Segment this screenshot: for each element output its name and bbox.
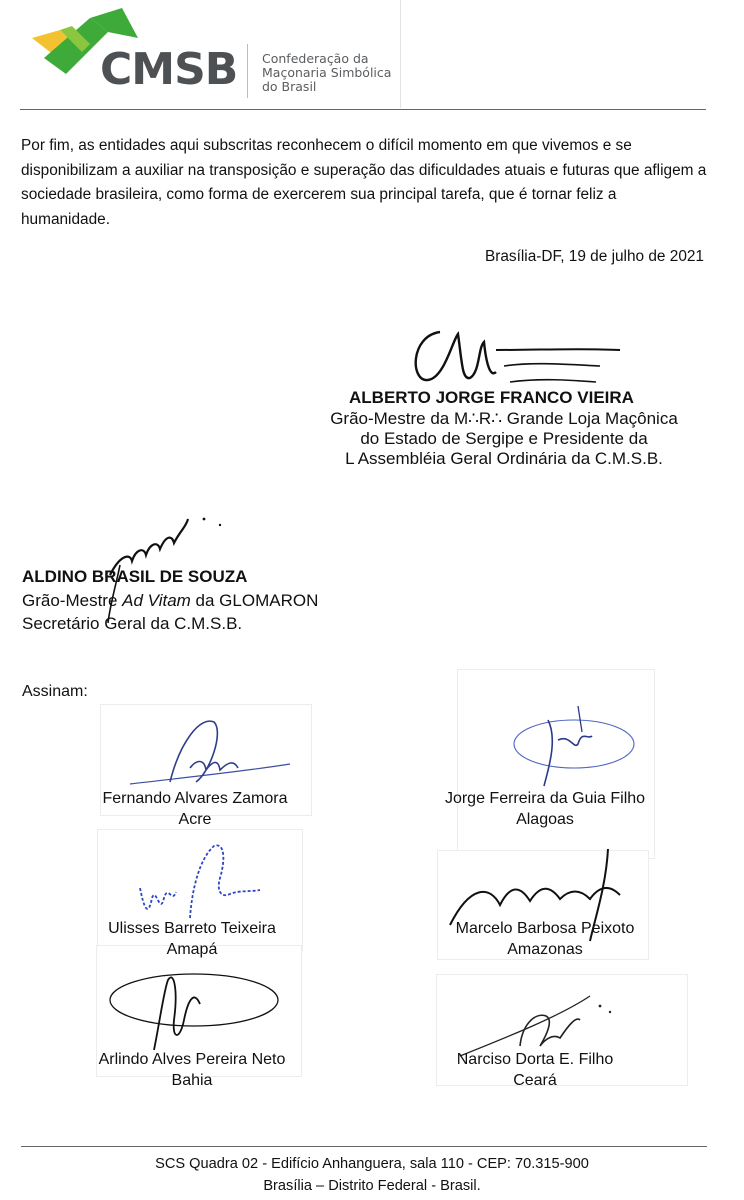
signer-name: Narciso Dorta E. Filho <box>456 1051 614 1068</box>
signer-name: Arlindo Alves Pereira Neto <box>98 1051 286 1068</box>
president-title <box>300 409 708 469</box>
signer-state: Amapá <box>166 941 218 958</box>
footer-address <box>0 1153 744 1197</box>
signer-name: Marcelo Barbosa Peixoto <box>455 920 635 937</box>
signer-state: Amazonas <box>507 941 583 958</box>
logo-subtitle <box>262 52 391 94</box>
logo-subtitle-line: do Brasil <box>262 79 317 94</box>
signer-name: Jorge Ferreira da Guia Filho <box>444 790 646 807</box>
signer-name: Ulisses Barreto Teixeira <box>108 920 276 937</box>
secretary-title-italic: Ad Vitam <box>122 591 191 610</box>
signer-state: Alagoas <box>516 811 574 828</box>
signer-state: Bahia <box>171 1072 213 1089</box>
logo-subtitle-line: Maçonaria Simbólica <box>262 65 392 80</box>
document-date: Brasília-DF, 19 de julho de 2021 <box>484 248 704 265</box>
logo-wordmark: CMSB <box>100 44 238 95</box>
president-title-line: Grão-Mestre da M∴R∴ Grande Loja Maçônica <box>330 409 678 428</box>
signer-signature-icon <box>508 700 648 790</box>
secretary-title-suffix: da GLOMARON <box>190 591 319 610</box>
secretary-title-prefix: Grão-Mestre <box>22 591 123 610</box>
signer-state: Ceará <box>513 1072 557 1089</box>
logo-subtitle-line: Confederação da <box>262 51 369 66</box>
footer-divider <box>21 1146 707 1147</box>
secretary-name: ALDINO BRASIL DE SOUZA <box>22 567 248 586</box>
signer-state: Acre <box>178 811 212 828</box>
secretary-role: Secretário Geral da C.M.S.B. <box>22 614 243 633</box>
signer-name: Fernando Alvares Zamora <box>102 790 288 807</box>
president-title-line: do Estado de Sergipe e Presidente da <box>360 429 648 448</box>
secretary-title-line <box>22 591 318 611</box>
president-signature-icon <box>400 322 640 392</box>
signers-label: Assinam: <box>22 683 88 700</box>
footer-line: Brasília – Distrito Federal - Brasil. <box>263 1178 481 1194</box>
president-name: ALBERTO JORGE FRANCO VIEIRA <box>349 388 634 407</box>
header-divider <box>20 109 706 110</box>
signer-signature-icon <box>104 960 294 1060</box>
footer-line: SCS Quadra 02 - Edifício Anhanguera, sala 110 - CEP: 70.315-900 <box>155 1156 589 1172</box>
president-title-line: L Assembléia Geral Ordinária da C.M.S.B. <box>345 449 663 468</box>
logo-divider <box>247 44 248 98</box>
closing-paragraph: Por fim, as entidades aqui subscritas reconhecem o difícil momento em que vivemos e se disponibilizam a auxiliar na transposição e superação das dificuldades atuais e futuras que afligem a sociedade brasileira, como forma de exercerem sua principal tarefa, que é tornar feliz a humanidade. <box>21 137 707 228</box>
